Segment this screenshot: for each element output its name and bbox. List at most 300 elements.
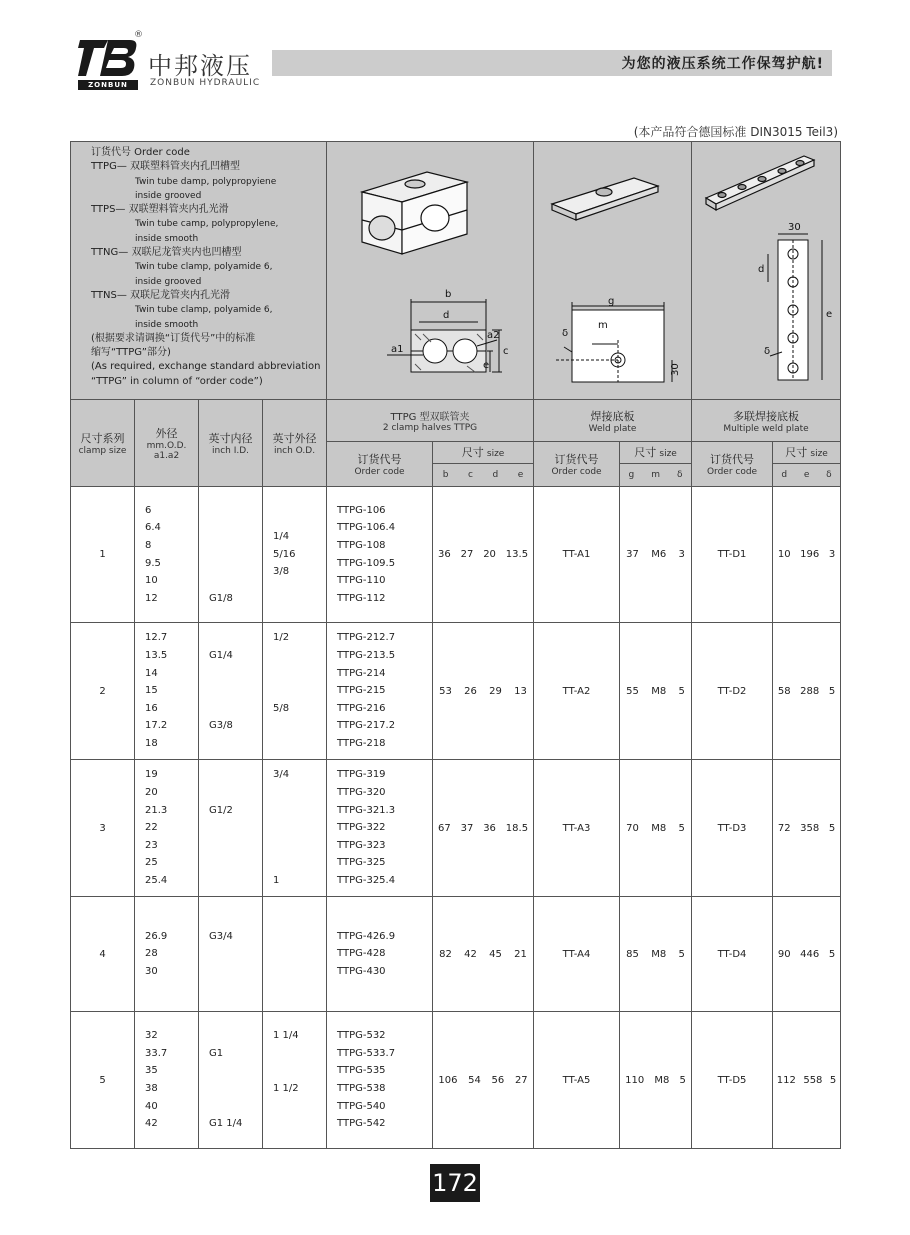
- od-cell-item: 17.2: [145, 720, 168, 732]
- size-cn: 尺寸: [634, 446, 657, 459]
- inch-od-cell-item: 1: [273, 874, 280, 886]
- order-code-list: [71, 142, 326, 389]
- dim-header: g: [628, 470, 635, 480]
- dim-header: m: [651, 470, 660, 480]
- label-a2: a2: [487, 330, 500, 341]
- inch-id-cell-item: [209, 700, 262, 718]
- weld-dims-cell: [620, 1012, 692, 1149]
- inch-od-cell-item: [273, 1062, 326, 1080]
- brand-name-cn: 中邦液压: [148, 52, 252, 80]
- od-cell: [135, 1012, 199, 1149]
- header-multi: [692, 400, 841, 442]
- label-delta: δ: [562, 328, 569, 339]
- ttpg-code-cell-item: TTPG-108: [337, 539, 386, 551]
- label-delta-multi: δ: [764, 346, 771, 357]
- clamp-drawing-cell: [327, 142, 534, 400]
- dim-header: δ: [676, 470, 683, 480]
- order-code-description: [71, 142, 327, 400]
- inch-od-cell-item: [273, 647, 326, 665]
- multi-dims-cell: [773, 897, 841, 1012]
- ttpg-code-cell-item: TTPG-112: [337, 592, 386, 604]
- inch-id-cell-item: [209, 572, 262, 590]
- ttpg-code-cell-item: TTPG-533.7: [337, 1047, 396, 1059]
- od-cell-item: 25.4: [145, 874, 168, 886]
- ttpg-code-cell-item: TTPG-325: [337, 857, 386, 869]
- clamp-size-cell: 5: [71, 1012, 135, 1149]
- size-cn: 尺寸: [785, 446, 808, 459]
- dim-g: 55: [626, 685, 639, 697]
- dim-g: 70: [626, 822, 639, 834]
- label-b: b: [445, 289, 452, 300]
- ttpg-dims-cell: [433, 897, 534, 1012]
- order-code-desc: inside smooth: [135, 319, 199, 330]
- order-code-line: TTNG— 双联尼龙管夹内也凹槽型: [91, 247, 242, 259]
- ttpg-code-cell-item: TTPG-319: [337, 769, 386, 781]
- inch-od-cell-item: [273, 819, 326, 837]
- table-row: [71, 623, 841, 760]
- od-cell-item: 15: [145, 685, 158, 697]
- od-cell-item: 28: [145, 948, 158, 960]
- ttpg-dims-cell: [433, 760, 534, 897]
- ttpg-code-cell-item: TTPG-325.4: [337, 874, 396, 886]
- dim-mdelta: 5: [828, 685, 836, 697]
- inch-od-cell-item: [273, 1115, 326, 1133]
- dim-c: 27: [460, 549, 474, 560]
- od-cell-item: 6.4: [145, 522, 161, 534]
- order-code-line: (As required, exchange standard abbreviation: [91, 361, 321, 373]
- od-cell-item: 10: [145, 575, 158, 587]
- od-cell-item: 8: [145, 539, 152, 551]
- table-row: [71, 897, 841, 1012]
- ttpg-code-cell-item: TTPG-428: [337, 948, 386, 960]
- inch-od-cell: [263, 760, 327, 897]
- order-code-line: TTPS— 双联塑料管夹内孔光滑: [91, 204, 229, 216]
- od-cell: [135, 487, 199, 623]
- od-cell-item: 19: [145, 769, 158, 781]
- order-code-desc: inside smooth: [135, 233, 199, 244]
- inch-od-cell: [263, 487, 327, 623]
- multi-dims-cell: [773, 487, 841, 623]
- label-c: c: [503, 346, 509, 357]
- dim-wd: 5: [678, 948, 685, 960]
- od-cell: [135, 623, 199, 760]
- ttpg-code-cell-item: TTPG-321.3: [337, 804, 396, 816]
- inch-od-cell-item: 5/8: [273, 702, 290, 714]
- ttpg-dims-cell: [433, 623, 534, 760]
- inch-od-cell-item: 3/4: [273, 769, 290, 781]
- dim-e: 13.5: [505, 549, 529, 560]
- header-od-en1: mm.O.D.: [146, 441, 187, 451]
- inch-od-cell-item: 5/16: [273, 548, 296, 560]
- ttpg-code-cell-item: TTPG-540: [337, 1100, 386, 1112]
- inch-id-cell-item: [209, 784, 262, 802]
- table-row: [71, 760, 841, 897]
- ttpg-code-cell-item: TTPG-213.5: [337, 650, 396, 662]
- dim-e: 21: [514, 948, 527, 960]
- inch-od-cell-item: [273, 945, 326, 963]
- dim-me: 288: [800, 685, 820, 697]
- dim-b: 106: [438, 1074, 458, 1086]
- inch-id-cell-item: G3/4: [209, 930, 233, 942]
- ttpg-code-cell: [327, 1012, 433, 1149]
- label-e-multi: e: [826, 309, 833, 320]
- inch-id-cell-item: [209, 872, 262, 890]
- header-inch-id: [199, 400, 263, 487]
- ttpg-code-cell-item: TTPG-535: [337, 1065, 386, 1077]
- weld-code-cell: TT-A3: [534, 760, 620, 897]
- inch-id-cell-item: [209, 1080, 262, 1098]
- weld-code-cell: TT-A4: [534, 897, 620, 1012]
- header-ttpg-size: [433, 442, 534, 487]
- ttpg-code-cell-item: TTPG-323: [337, 839, 386, 851]
- label-d: d: [443, 310, 450, 321]
- od-cell-item: 14: [145, 667, 158, 679]
- od-cell-item: 16: [145, 702, 158, 714]
- multi-code-cell: TT-D5: [692, 1012, 773, 1149]
- dim-header: b: [442, 470, 449, 480]
- dim-me: 196: [800, 549, 820, 560]
- dim-g: 37: [626, 549, 639, 560]
- ttpg-code-cell: [327, 487, 433, 623]
- header-inch-od: [263, 400, 327, 487]
- inch-od-cell-item: [273, 802, 326, 820]
- header-weld-size: [620, 442, 692, 487]
- od-cell-item: 22: [145, 822, 158, 834]
- ttpg-code-cell-item: TTPG-532: [337, 1030, 386, 1042]
- od-cell-item: 6: [145, 504, 152, 516]
- ttpg-code-cell-item: TTPG-215: [337, 685, 386, 697]
- multi-plate-drawing-cell: [692, 142, 841, 400]
- ttpg-code-cell-item: TTPG-426.9: [337, 930, 396, 942]
- inch-od-cell-item: 3/8: [273, 566, 290, 578]
- order-code-desc: Twin tube clamp, polyamide 6,: [135, 305, 273, 316]
- inch-od-cell-item: [273, 784, 326, 802]
- order-code-desc: inside grooved: [135, 276, 202, 287]
- dim-header: e: [803, 470, 810, 480]
- order-code-line: (根据要求请调换“订货代号”中的标准: [91, 332, 256, 344]
- inch-id-cell-item: G1/4: [209, 650, 233, 662]
- dim-c: 42: [464, 948, 477, 960]
- inch-od-cell-item: [273, 735, 326, 753]
- inch-id-cell-item: G1: [209, 1047, 224, 1059]
- header-weld: [534, 400, 692, 442]
- ttpg-code-cell-item: TTPG-538: [337, 1083, 386, 1094]
- label-30-multi: 30: [788, 222, 801, 233]
- header-clamp-size: [71, 400, 135, 487]
- ttpg-code-cell: [327, 897, 433, 1012]
- inch-id-cell: [199, 897, 263, 1012]
- dim-mdelta: 3: [828, 549, 836, 560]
- ttpg-code-cell-item: TTPG-106.4: [337, 522, 396, 534]
- dim-g: 85: [626, 948, 639, 960]
- od-cell-item: 33.7: [145, 1047, 168, 1059]
- ttpg-code-cell-item: TTPG-109.5: [337, 557, 396, 569]
- dim-header: d: [492, 470, 499, 480]
- label-30: 30: [670, 363, 682, 376]
- multi-code-cell: TT-D4: [692, 897, 773, 1012]
- inch-id-cell-item: [209, 945, 262, 963]
- dim-mdelta: 5: [828, 822, 836, 834]
- header-id-cn: 英寸内径: [208, 432, 253, 445]
- header-weld-en: Weld plate: [588, 423, 637, 434]
- inch-od-cell-item: [273, 963, 326, 981]
- od-cell-item: 30: [145, 965, 158, 977]
- dim-d: 45: [489, 948, 502, 960]
- slogan-banner: [272, 50, 832, 76]
- header-multi-size: [773, 442, 841, 487]
- order-code-desc: Twin tube camp, polypropylene,: [135, 219, 279, 230]
- od-cell-item: 20: [145, 787, 158, 799]
- header-multi-en: Multiple weld plate: [723, 423, 809, 434]
- order-cn: 订货代号: [357, 453, 402, 466]
- dim-m: M8: [651, 822, 667, 834]
- standard-note: (本产品符合德国标准 DIN3015 Teil3): [633, 125, 838, 139]
- od-cell: [135, 760, 199, 897]
- dim-b: 82: [439, 948, 452, 960]
- header-multi-cn: 多联焊接底板: [733, 409, 800, 423]
- weld-dims-cell: [620, 487, 692, 623]
- ttpg-code-cell-item: TTPG-430: [337, 965, 386, 977]
- header-weld-order: [534, 442, 620, 487]
- od-cell-item: 13.5: [145, 650, 168, 662]
- order-cn: 订货代号: [710, 453, 755, 466]
- header-weld-cn: 焊接底板: [590, 409, 635, 423]
- order-code-line: TTPG— 双联塑料管夹内孔凹槽型: [91, 161, 240, 173]
- inch-id-cell-item: G1 1/4: [209, 1118, 243, 1130]
- inch-id-cell-item: G1/2: [209, 804, 233, 816]
- ttpg-dims-cell: [433, 487, 534, 623]
- inch-od-cell-item: [273, 1098, 326, 1116]
- multi-code-cell: TT-D3: [692, 760, 773, 897]
- dim-d: 20: [483, 549, 496, 560]
- zb-logo-icon: [78, 38, 138, 78]
- od-cell-item: 25: [145, 857, 158, 869]
- header-clamp-en: clamp size: [78, 446, 127, 456]
- inch-od-cell-item: 1/4: [273, 531, 290, 543]
- ttpg-code-cell-item: TTPG-322: [337, 822, 386, 834]
- inch-od-cell-item: [273, 682, 326, 700]
- dims-multi: [773, 464, 840, 486]
- order-code-desc: Twin tube damp, polypropyiene: [135, 176, 277, 187]
- inch-id-cell-item: [209, 537, 262, 555]
- order-cn: 订货代号: [554, 453, 599, 466]
- dim-e: 13: [514, 685, 527, 697]
- inch-od-cell-item: [273, 665, 326, 683]
- ttpg-code-cell-item: TTPG-216: [337, 702, 386, 714]
- order-code-line: 缩写“TTPG”部分): [91, 347, 171, 359]
- inch-od-cell: [263, 623, 327, 760]
- dim-m: M8: [651, 948, 667, 960]
- ttpg-code-cell-item: TTPG-542: [337, 1118, 386, 1130]
- dim-e: 18.5: [505, 822, 529, 834]
- clamp-size-cell: 1: [71, 487, 135, 623]
- od-cell-item: 23: [145, 839, 158, 851]
- header-od: [135, 400, 199, 487]
- dim-g: 110: [625, 1074, 645, 1086]
- inch-od-cell: [263, 1012, 327, 1149]
- inch-id-cell: [199, 487, 263, 623]
- dim-m: M8: [651, 685, 667, 697]
- inch-id-cell-item: [209, 819, 262, 837]
- inch-od-cell-item: [273, 837, 326, 855]
- multi-code-cell: TT-D1: [692, 487, 773, 623]
- dim-me: 358: [800, 822, 820, 834]
- header-clamp-cn: 尺寸系列: [80, 432, 125, 445]
- dim-header: e: [517, 470, 524, 480]
- inch-id-cell-item: G3/8: [209, 720, 233, 732]
- dim-b: 53: [439, 685, 452, 697]
- dim-d: 29: [489, 685, 502, 697]
- label-m: m: [598, 320, 608, 331]
- order-code-line: “TTPG” in column of “order code”): [91, 375, 263, 387]
- inch-id-cell-item: [209, 854, 262, 872]
- inch-id-cell-item: [209, 519, 262, 537]
- od-cell-item: 9.5: [145, 557, 161, 569]
- dim-b: 67: [437, 822, 451, 834]
- dim-header: d: [781, 470, 788, 480]
- weld-dims-cell: [620, 623, 692, 760]
- weld-dims-cell: [620, 897, 692, 1012]
- inch-id-cell: [199, 760, 263, 897]
- twin-clamp-diagram: [327, 142, 534, 399]
- inch-od-cell-item: 1/2: [273, 632, 290, 644]
- product-table: [70, 141, 841, 1149]
- multi-code-cell: TT-D2: [692, 623, 773, 760]
- header-od-cn: 外径: [155, 427, 178, 440]
- inch-id-cell-item: [209, 766, 262, 784]
- od-cell-item: 42: [145, 1118, 158, 1130]
- table-row: [71, 1012, 841, 1149]
- table-body: [71, 487, 841, 1149]
- multi-plate-diagram: [692, 142, 841, 399]
- clamp-size-cell: 3: [71, 760, 135, 897]
- order-code-desc: Twin tube clamp, polyamide 6,: [135, 262, 273, 273]
- weld-plate-diagram: [534, 142, 692, 399]
- ttpg-code-cell-item: TTPG-214: [337, 667, 386, 679]
- size-en: size: [810, 449, 828, 459]
- dim-header: δ: [826, 470, 832, 480]
- dims-ttpg: [433, 464, 533, 486]
- ttpg-code-cell-item: TTPG-217.2: [337, 720, 396, 732]
- header-ttpg-cn: TTPG 型双联管夹: [390, 412, 470, 423]
- inch-od-cell-item: [273, 928, 326, 946]
- od-cell-item: 12: [145, 592, 158, 604]
- label-a1: a1: [391, 344, 404, 355]
- od-cell-item: 38: [145, 1083, 158, 1094]
- header-iod-en: inch O.D.: [273, 446, 316, 456]
- dim-mdelta: 5: [828, 948, 836, 960]
- dim-md: 58: [777, 685, 791, 697]
- inch-id-cell: [199, 623, 263, 760]
- size-cn: 尺寸: [461, 446, 484, 459]
- header-od-en2: a1.a2: [153, 451, 180, 461]
- dim-md: 10: [777, 549, 791, 560]
- dim-wd: 3: [678, 549, 685, 560]
- size-en: size: [486, 449, 505, 459]
- ttpg-code-cell-item: TTPG-106: [337, 504, 386, 516]
- dim-m: M8: [654, 1074, 670, 1086]
- clamp-size-cell: 2: [71, 623, 135, 760]
- ttpg-code-cell-item: TTPG-218: [337, 737, 386, 749]
- dim-c: 37: [460, 822, 474, 834]
- inch-od-cell-item: [273, 854, 326, 872]
- weld-code-cell: TT-A5: [534, 1012, 620, 1149]
- ttpg-dims-cell: [433, 1012, 534, 1149]
- inch-id-cell-item: [209, 502, 262, 520]
- dim-c: 26: [464, 685, 477, 697]
- inch-id-cell-item: [209, 665, 262, 683]
- dim-me: 558: [803, 1074, 823, 1086]
- multi-dims-cell: [773, 760, 841, 897]
- od-cell-item: 12.7: [145, 632, 168, 644]
- inch-id-cell-item: [209, 837, 262, 855]
- registered-mark: ®: [134, 30, 143, 40]
- inch-id-cell-item: [209, 682, 262, 700]
- inch-od-cell-item: [273, 1045, 326, 1063]
- od-cell-item: 35: [145, 1065, 158, 1077]
- inch-id-cell-item: [209, 963, 262, 981]
- inch-id-cell-item: G1/8: [209, 592, 233, 604]
- dim-c: 54: [468, 1074, 481, 1086]
- label-e: e: [483, 360, 490, 371]
- brand-logo: [78, 30, 268, 92]
- size-en: size: [659, 449, 677, 459]
- order-code-line: TTNS— 双联尼龙管夹内孔光滑: [91, 289, 231, 301]
- header-iod-cn: 英寸外径: [272, 432, 317, 445]
- inch-id-cell-item: [209, 629, 262, 647]
- header-ttpg: [327, 400, 534, 442]
- order-code-desc: inside grooved: [135, 190, 202, 201]
- dim-header: c: [468, 470, 473, 480]
- header-multi-order: [692, 442, 773, 487]
- ttpg-code-cell-item: TTPG-110: [337, 575, 386, 587]
- inch-od-cell-item: 1 1/2: [273, 1083, 299, 1094]
- weld-code-cell: TT-A2: [534, 623, 620, 760]
- ttpg-code-cell: [327, 760, 433, 897]
- dim-mdelta: 5: [829, 1074, 837, 1086]
- od-cell-item: 26.9: [145, 930, 168, 942]
- inch-id-cell-item: [209, 1098, 262, 1116]
- order-en: Order code: [354, 467, 405, 477]
- od-cell: [135, 897, 199, 1012]
- order-en: Order code: [551, 467, 602, 477]
- od-cell-item: 21.3: [145, 804, 168, 816]
- multi-dims-cell: [773, 1012, 841, 1149]
- ttpg-code-cell-item: TTPG-320: [337, 787, 386, 799]
- weld-dims-cell: [620, 760, 692, 897]
- ttpg-code-cell-item: TTPG-212.7: [337, 632, 396, 644]
- ttpg-code-cell: [327, 623, 433, 760]
- inch-od-cell-item: [273, 717, 326, 735]
- label-d-multi: d: [758, 264, 765, 275]
- header-ttpg-order: [327, 442, 433, 487]
- order-code-line: 订货代号 Order code: [91, 147, 190, 158]
- inch-id-cell-item: [209, 1027, 262, 1045]
- dims-weld: [620, 464, 691, 486]
- page-number: 172: [430, 1164, 480, 1202]
- slogan-text: 为您的液压系统工作保驾护航!: [621, 56, 824, 72]
- multi-dims-cell: [773, 623, 841, 760]
- label-g: g: [608, 296, 615, 307]
- weld-plate-drawing-cell: [534, 142, 692, 400]
- dim-b: 36: [437, 549, 451, 560]
- dim-wd: 5: [678, 822, 685, 834]
- od-cell-item: 40: [145, 1100, 158, 1112]
- weld-code-cell: TT-A1: [534, 487, 620, 623]
- logo-subtext: ZONBUN: [78, 80, 138, 90]
- od-cell-item: 18: [145, 737, 158, 749]
- dim-d: 36: [483, 822, 496, 834]
